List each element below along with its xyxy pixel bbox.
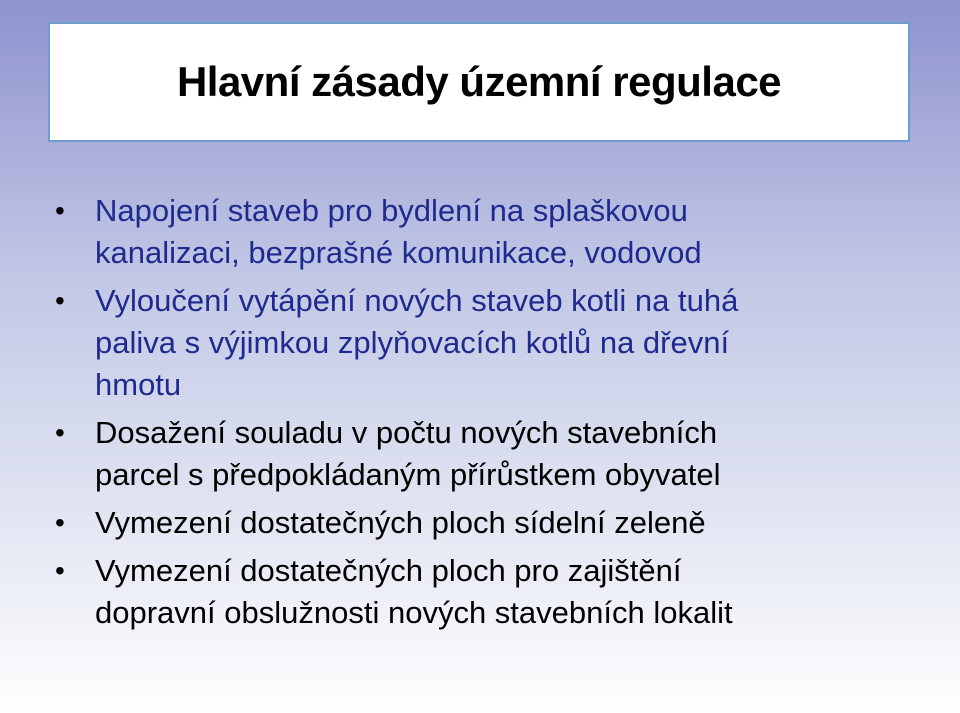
slide-title: Hlavní zásady územní regulace [176, 58, 782, 105]
bullet-text: Vymezení dostatečných ploch pro zajištění dopravní obslužnosti nových stavebních lokalit [95, 553, 733, 630]
bullet-dot-icon: • [55, 555, 65, 586]
bullet-list [55, 190, 925, 640]
bullet-item [55, 550, 925, 634]
bullet-text: Napojení staveb pro bydlení na splaškovou kanalizaci, bezprašné komunikace, vodovod [95, 193, 702, 270]
bullet-item [55, 412, 925, 496]
bullet-text: Vyloučení vytápění nových staveb kotli na tuhá paliva s výjimkou zplyňovacích kotlů na dřevní hmotu [95, 283, 739, 402]
bullet-dot-icon: • [55, 507, 65, 538]
bullet-text: Vymezení dostatečných ploch sídelní zeleně [95, 505, 706, 540]
bullet-dot-icon: • [55, 195, 65, 226]
bullet-item [55, 280, 925, 406]
bullet-dot-icon: • [55, 285, 65, 316]
bullet-dot-icon: • [55, 417, 65, 448]
bullet-item [55, 190, 925, 274]
bullet-text: Dosažení souladu v počtu nových stavebních parcel s předpokládaným přírůstkem obyvatel [95, 415, 721, 492]
title-box [48, 22, 910, 142]
bullet-item [55, 502, 925, 544]
